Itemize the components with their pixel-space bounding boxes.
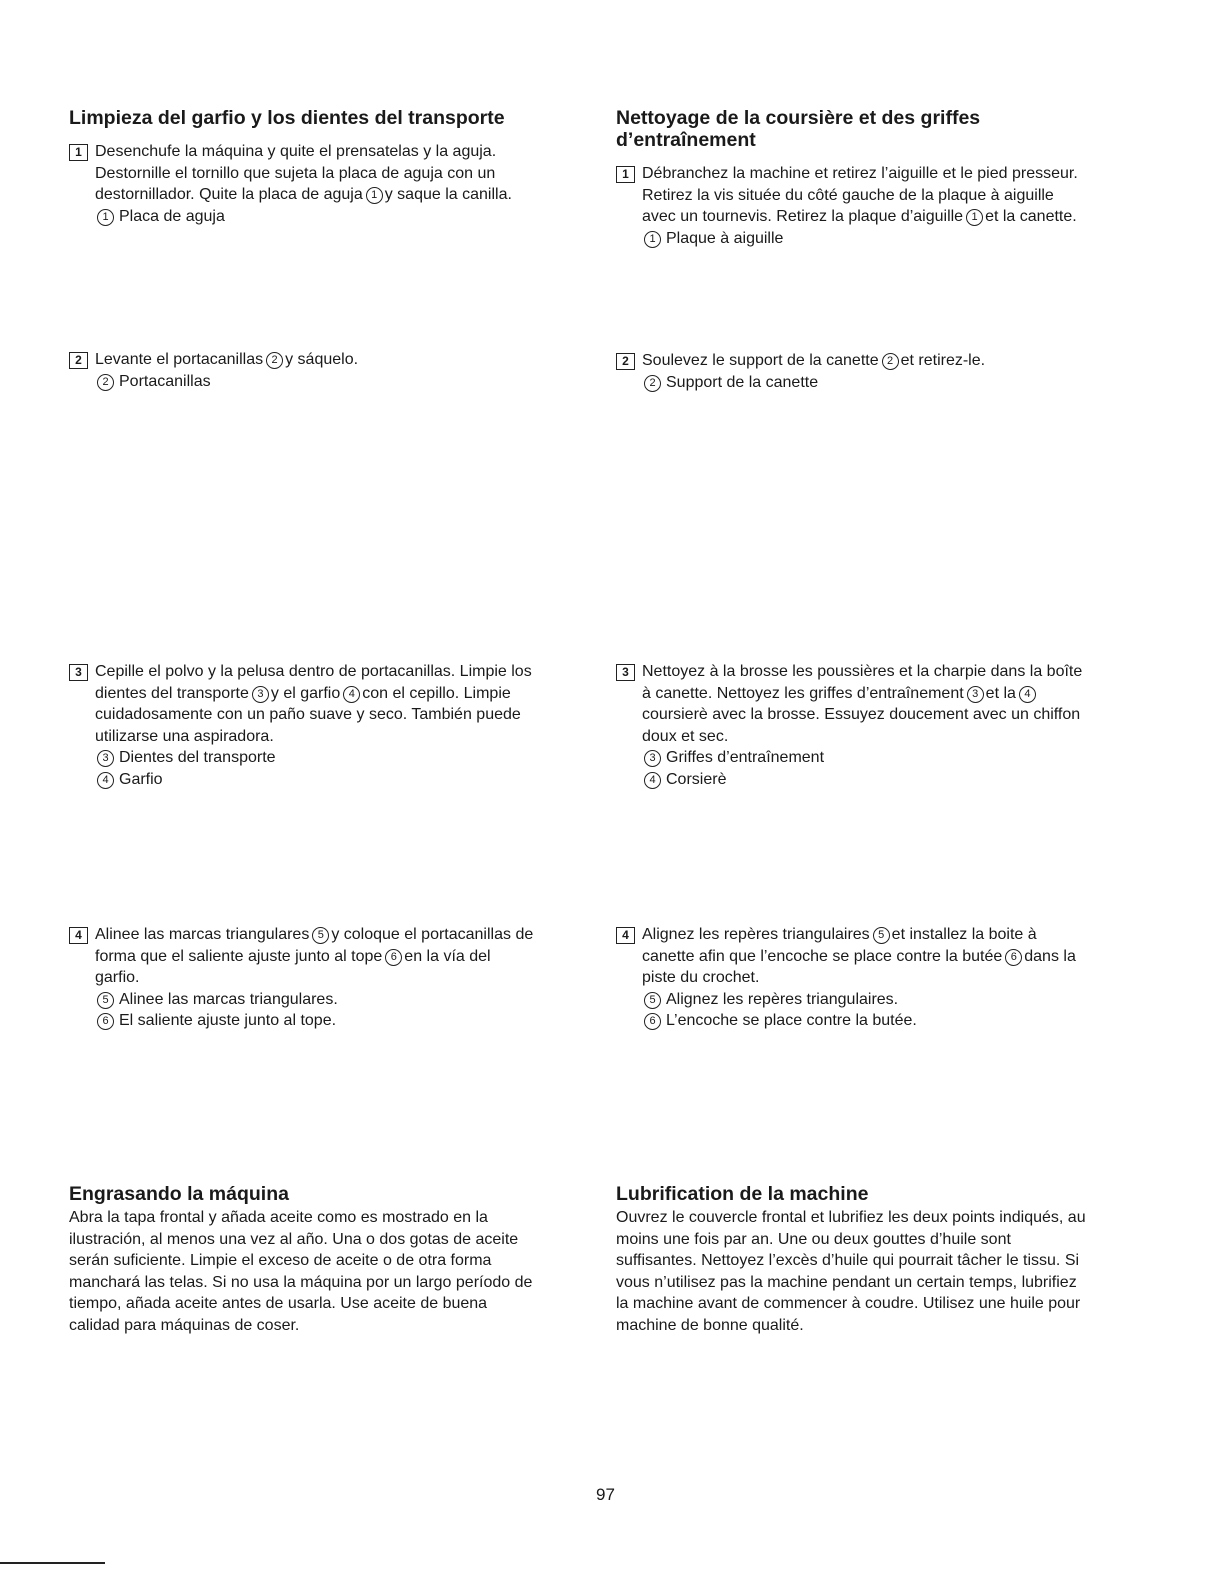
callout-number: 1 — [366, 187, 383, 204]
callout-item: 6 L’encoche se place contre la butée. — [642, 1010, 1151, 1032]
paragraph-line: tiempo, añada aceite antes de usarla. Use aceite de buena — [69, 1295, 488, 1313]
step-text: Alinee las marcas triangulares 5 y coloque el portacanillas de — [95, 926, 534, 943]
callout-number: 1 — [97, 209, 114, 226]
step-number: 3 — [69, 664, 88, 681]
step-text: Soulevez le support de la canette 2 et retirez-le. — [642, 352, 986, 369]
paragraph-line: la machine avant de commencer à coudre. Utilisez une huile pour — [616, 1295, 1081, 1313]
paragraph-line: Ouvrez le couvercle frontal et lubrifiez les deux points indiqués, au — [616, 1209, 1086, 1226]
callout-number: 6 — [97, 1013, 114, 1030]
heading-spanish-oiling: Engrasando la máquina — [69, 1183, 289, 1205]
paragraph-line: serán suficiente. Limpie el exceso de aceite o de otra forma — [69, 1252, 492, 1270]
callout-item: 5 Alignez les repères triangulaires. — [642, 989, 1151, 1011]
step-3-french — [616, 661, 1151, 790]
step-text: garfio. — [95, 969, 140, 986]
step-text: avec un tournevis. Retirez la plaque d’aiguille 1 et la canette. — [642, 208, 1077, 225]
step-3-spanish — [69, 661, 604, 790]
step-number: 2 — [69, 352, 88, 369]
paragraph-line: manchará las telas. Si no usa la máquina por un largo período de — [69, 1273, 533, 1291]
step-number: 1 — [616, 166, 635, 183]
callout-number: 5 — [644, 992, 661, 1009]
step-2-french — [616, 350, 1151, 393]
callout-item: 4 Corsierè — [642, 769, 1151, 791]
step-text: cuidadosamente con un paño suave y seco. También puede — [95, 706, 521, 723]
heading-french-cleaning: Nettoyage de la coursière et des griffes d’entraînement — [616, 107, 981, 151]
callout-number: 3 — [967, 686, 984, 703]
step-text: canette afin que l’encoche se place contre la butée 6 dans la — [642, 947, 1076, 965]
paragraph-line: Abra la tapa frontal y añada aceite como es mostrado en la — [69, 1209, 488, 1226]
step-1-spanish — [69, 141, 604, 227]
step-text: Alignez les repères triangulaires 5 et installez la boite à — [642, 926, 1037, 943]
step-number: 1 — [69, 144, 88, 161]
callout-item: 2 Support de la canette — [642, 372, 1151, 394]
callout-number: 5 — [97, 992, 114, 1009]
callout-number: 4 — [644, 772, 661, 789]
step-1-french — [616, 163, 1151, 249]
callout-item: 3 Griffes d’entraînement — [642, 747, 1151, 769]
step-text: dientes del transporte 3 y el garfio 4 con el cepillo. Limpie — [95, 684, 511, 702]
page-number: 97 — [596, 1485, 615, 1504]
callout-item: 4 Garfio — [95, 769, 604, 791]
step-4-spanish — [69, 924, 604, 1032]
callout-number: 4 — [97, 772, 114, 789]
callout-number: 6 — [1005, 949, 1022, 966]
step-text: coursierè avec la brosse. Essuyez doucement avec un chiffon — [642, 706, 1081, 723]
step-number: 4 — [69, 927, 88, 944]
callout-item: 2 Portacanillas — [95, 371, 604, 393]
step-text: doux et sec. — [642, 727, 729, 745]
paragraph-line: vous n’utilisez pas la machine pendant un certain temps, lubrifiez — [616, 1273, 1077, 1291]
step-number: 4 — [616, 927, 635, 944]
step-number: 3 — [616, 664, 635, 681]
step-2-spanish — [69, 349, 604, 392]
callout-item: 1 Placa de aguja — [95, 206, 604, 228]
oiling-paragraph-french — [616, 1207, 1151, 1337]
step-4-french — [616, 924, 1151, 1032]
step-text: Débranchez la machine et retirez l’aiguille et le pied presseur. — [642, 165, 1078, 182]
callout-number: 3 — [644, 750, 661, 767]
paragraph-line: calidad para máquinas de coser. — [69, 1316, 300, 1334]
callout-number: 5 — [873, 927, 890, 944]
callout-number: 3 — [97, 750, 114, 767]
step-text: piste du crochet. — [642, 969, 760, 986]
callout-number: 4 — [343, 686, 360, 703]
step-text: destornillador. Quite la placa de aguja 1 y saque la canilla. — [95, 186, 512, 203]
callout-item: 5 Alinee las marcas triangulares. — [95, 989, 604, 1011]
callout-number: 2 — [266, 352, 283, 369]
step-number: 2 — [616, 353, 635, 370]
step-text: utilizarse una aspiradora. — [95, 727, 274, 745]
callout-number: 3 — [252, 686, 269, 703]
step-text: Desenchufe la máquina y quite el prensatelas y la aguja. — [95, 143, 497, 160]
callout-item: 3 Dientes del transporte — [95, 747, 604, 769]
step-text: Destornille el tornillo que sujeta la placa de aguja con un — [95, 164, 496, 182]
callout-number: 2 — [882, 353, 899, 370]
step-text: Retirez la vis située du côté gauche de la plaque à aiguille — [642, 186, 1054, 204]
callout-number: 6 — [385, 949, 402, 966]
paragraph-line: machine de bonne qualité. — [616, 1316, 804, 1334]
callout-number: 1 — [966, 209, 983, 226]
heading-spanish-cleaning: Limpieza del garfio y los dientes del transporte — [69, 107, 505, 129]
paragraph-line: ilustración, al menos una vez al año. Una o dos gotas de aceite — [69, 1230, 519, 1248]
step-text: Cepille el polvo y la pelusa dentro de portacanillas. Limpie los — [95, 663, 532, 680]
callout-number: 1 — [644, 231, 661, 248]
oiling-paragraph-spanish — [69, 1207, 604, 1337]
step-text: forma que el saliente ajuste junto al tope 6 en la vía del — [95, 947, 491, 965]
step-text: Nettoyez à la brosse les poussières et la charpie dans la boîte — [642, 663, 1083, 680]
callout-number: 2 — [97, 374, 114, 391]
paragraph-line: moins une fois par an. Une ou deux gouttes d’huile sont — [616, 1230, 1011, 1248]
step-text: Levante el portacanillas 2 y sáquelo. — [95, 351, 359, 368]
callout-number: 6 — [644, 1013, 661, 1030]
callout-item: 6 El saliente ajuste junto al tope. — [95, 1010, 604, 1032]
callout-number: 2 — [644, 375, 661, 392]
callout-item: 1 Plaque à aiguille — [642, 228, 1151, 250]
step-text: à canette. Nettoyez les griffes d’entraînement 3 et la 4 — [642, 683, 1151, 705]
footer-rule — [0, 1562, 105, 1564]
callout-number: 4 — [1019, 686, 1036, 703]
paragraph-line: suffisantes. Nettoyez l’excès d’huile qui pourrait tâcher le tissu. Si — [616, 1252, 1080, 1270]
callout-number: 5 — [312, 927, 329, 944]
heading-french-oiling: Lubrification de la machine — [616, 1183, 869, 1205]
